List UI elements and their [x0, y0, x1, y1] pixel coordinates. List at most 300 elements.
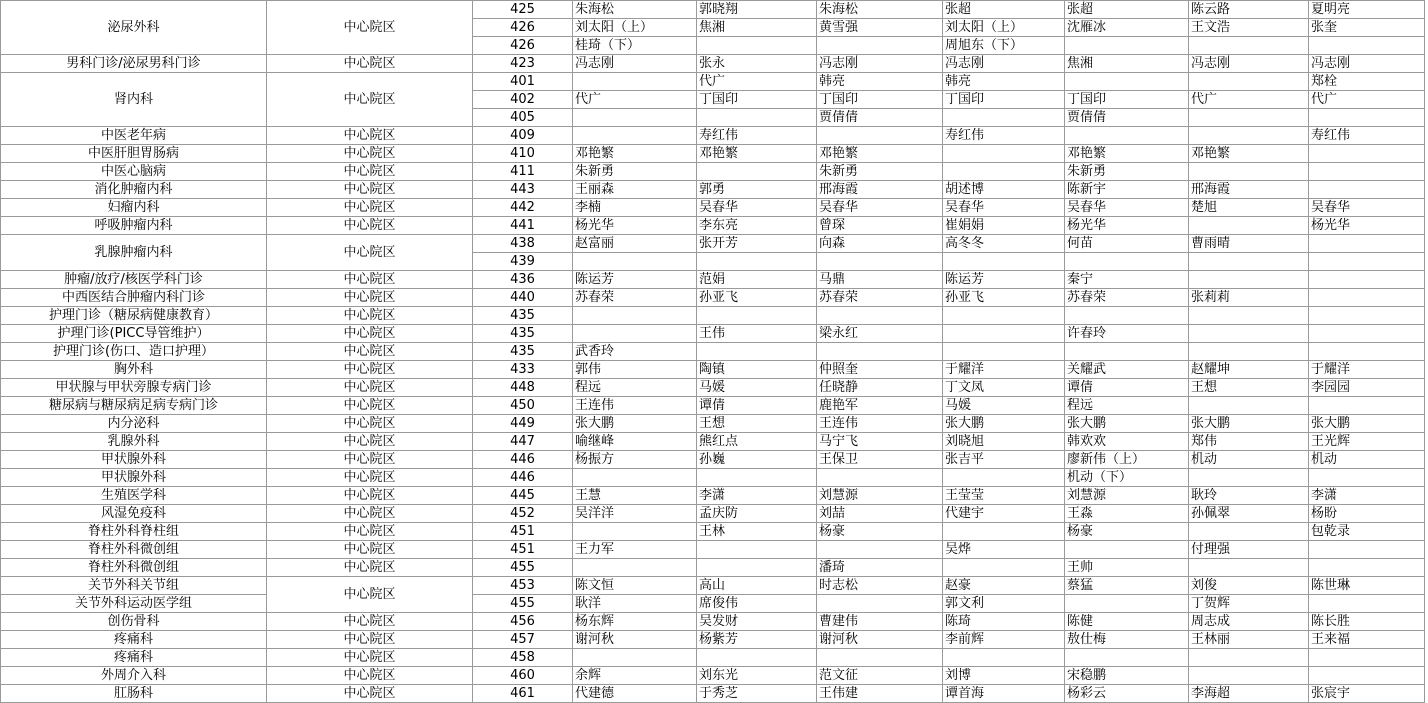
doctor-cell[interactable]: 梁永红 — [817, 325, 943, 343]
doctor-cell[interactable]: 李潇 — [1309, 487, 1425, 505]
doctor-cell[interactable]: 楚旭 — [1189, 199, 1309, 217]
room-number-cell[interactable]: 423 — [473, 55, 573, 73]
doctor-cell[interactable]: 杨紫芳 — [697, 631, 817, 649]
doctor-cell[interactable]: 刘博 — [943, 667, 1065, 685]
doctor-cell[interactable] — [1309, 667, 1425, 685]
department-cell[interactable]: 脊柱外科微创组 — [1, 541, 267, 559]
doctor-cell[interactable]: 陈云路 — [1189, 1, 1309, 19]
doctor-cell[interactable] — [573, 307, 697, 325]
doctor-cell[interactable] — [1065, 307, 1189, 325]
doctor-cell[interactable]: 刘太阳（上） — [943, 19, 1065, 37]
doctor-cell[interactable]: 秦宁 — [1065, 271, 1189, 289]
doctor-cell[interactable]: 周志成 — [1189, 613, 1309, 631]
doctor-cell[interactable]: 朱海松 — [573, 1, 697, 19]
doctor-cell[interactable]: 代广 — [1189, 91, 1309, 109]
doctor-cell[interactable] — [1309, 397, 1425, 415]
doctor-cell[interactable]: 机动（下） — [1065, 469, 1189, 487]
campus-cell[interactable]: 中心院区 — [267, 199, 473, 217]
doctor-cell[interactable]: 沈雁冰 — [1065, 19, 1189, 37]
doctor-cell[interactable] — [573, 469, 697, 487]
room-number-cell[interactable]: 441 — [473, 217, 573, 235]
doctor-cell[interactable]: 刘慧源 — [817, 487, 943, 505]
doctor-cell[interactable]: 韩欢欢 — [1065, 433, 1189, 451]
department-cell[interactable]: 消化肿瘤内科 — [1, 181, 267, 199]
doctor-cell[interactable] — [817, 37, 943, 55]
campus-cell[interactable]: 中心院区 — [267, 577, 473, 613]
doctor-cell[interactable]: 谢河秋 — [817, 631, 943, 649]
doctor-cell[interactable] — [817, 307, 943, 325]
doctor-cell[interactable]: 郑伟 — [1189, 433, 1309, 451]
doctor-cell[interactable] — [1309, 235, 1425, 253]
doctor-cell[interactable] — [1309, 343, 1425, 361]
doctor-cell[interactable] — [1309, 289, 1425, 307]
doctor-cell[interactable] — [1189, 307, 1309, 325]
doctor-cell[interactable]: 宋稳鹏 — [1065, 667, 1189, 685]
campus-cell[interactable]: 中心院区 — [267, 127, 473, 145]
doctor-cell[interactable] — [943, 163, 1065, 181]
campus-cell[interactable]: 中心院区 — [267, 235, 473, 271]
doctor-cell[interactable]: 代建德 — [573, 685, 697, 703]
doctor-cell[interactable]: 赵耀坤 — [1189, 361, 1309, 379]
doctor-cell[interactable] — [817, 343, 943, 361]
campus-cell[interactable]: 中心院区 — [267, 289, 473, 307]
doctor-cell[interactable]: 韩亮 — [943, 73, 1065, 91]
doctor-cell[interactable] — [1309, 181, 1425, 199]
doctor-cell[interactable]: 丁国印 — [817, 91, 943, 109]
doctor-cell[interactable]: 冯志刚 — [1309, 55, 1425, 73]
campus-cell[interactable]: 中心院区 — [267, 361, 473, 379]
department-cell[interactable]: 中医心脑病 — [1, 163, 267, 181]
doctor-cell[interactable]: 赵富丽 — [573, 235, 697, 253]
doctor-cell[interactable] — [817, 541, 943, 559]
doctor-cell[interactable]: 邢海霞 — [1189, 181, 1309, 199]
doctor-cell[interactable] — [697, 163, 817, 181]
department-cell[interactable]: 糖尿病与糖尿病足病专病门诊 — [1, 397, 267, 415]
doctor-cell[interactable] — [1189, 649, 1309, 667]
room-number-cell[interactable]: 461 — [473, 685, 573, 703]
doctor-cell[interactable]: 李潇 — [697, 487, 817, 505]
campus-cell[interactable]: 中心院区 — [267, 433, 473, 451]
doctor-cell[interactable] — [1189, 523, 1309, 541]
room-number-cell[interactable]: 439 — [473, 253, 573, 271]
department-cell[interactable]: 护理门诊(PICC导管维护） — [1, 325, 267, 343]
doctor-cell[interactable] — [1065, 73, 1189, 91]
doctor-cell[interactable]: 张大鹏 — [1309, 415, 1425, 433]
doctor-cell[interactable]: 杨豪 — [1065, 523, 1189, 541]
doctor-cell[interactable]: 谭倩 — [1065, 379, 1189, 397]
doctor-cell[interactable] — [943, 559, 1065, 577]
doctor-cell[interactable] — [943, 325, 1065, 343]
campus-cell[interactable]: 中心院区 — [267, 523, 473, 541]
doctor-cell[interactable]: 王来福 — [1309, 631, 1425, 649]
department-cell[interactable]: 甲状腺与甲状旁腺专病门诊 — [1, 379, 267, 397]
department-cell[interactable]: 关节外科运动医学组 — [1, 595, 267, 613]
room-number-cell[interactable]: 452 — [473, 505, 573, 523]
doctor-cell[interactable]: 邓艳繁 — [697, 145, 817, 163]
room-number-cell[interactable]: 451 — [473, 541, 573, 559]
doctor-cell[interactable] — [1189, 37, 1309, 55]
doctor-cell[interactable]: 吴烨 — [943, 541, 1065, 559]
campus-cell[interactable]: 中心院区 — [267, 397, 473, 415]
doctor-cell[interactable]: 郭伟 — [573, 361, 697, 379]
campus-cell[interactable]: 中心院区 — [267, 73, 473, 127]
doctor-cell[interactable]: 王林 — [697, 523, 817, 541]
campus-cell[interactable]: 中心院区 — [267, 487, 473, 505]
doctor-cell[interactable]: 喻继峰 — [573, 433, 697, 451]
doctor-cell[interactable]: 张大鹏 — [943, 415, 1065, 433]
doctor-cell[interactable]: 熊红点 — [697, 433, 817, 451]
doctor-cell[interactable] — [1189, 469, 1309, 487]
doctor-cell[interactable] — [1189, 667, 1309, 685]
doctor-cell[interactable] — [1065, 37, 1189, 55]
doctor-cell[interactable]: 丁国印 — [1065, 91, 1189, 109]
campus-cell[interactable]: 中心院区 — [267, 217, 473, 235]
doctor-cell[interactable]: 邓艳繁 — [1189, 145, 1309, 163]
doctor-cell[interactable]: 冯志刚 — [817, 55, 943, 73]
campus-cell[interactable]: 中心院区 — [267, 667, 473, 685]
doctor-cell[interactable]: 向森 — [817, 235, 943, 253]
doctor-cell[interactable]: 陈新宇 — [1065, 181, 1189, 199]
doctor-cell[interactable] — [697, 343, 817, 361]
doctor-cell[interactable]: 刘太阳（上） — [573, 19, 697, 37]
campus-cell[interactable]: 中心院区 — [267, 415, 473, 433]
doctor-cell[interactable]: 桂琦（下） — [573, 37, 697, 55]
doctor-cell[interactable] — [1065, 541, 1189, 559]
doctor-cell[interactable]: 郭文利 — [943, 595, 1065, 613]
campus-cell[interactable]: 中心院区 — [267, 271, 473, 289]
doctor-cell[interactable]: 曹建伟 — [817, 613, 943, 631]
doctor-cell[interactable] — [817, 649, 943, 667]
doctor-cell[interactable] — [1309, 37, 1425, 55]
campus-cell[interactable]: 中心院区 — [267, 541, 473, 559]
doctor-cell[interactable]: 于耀洋 — [1309, 361, 1425, 379]
doctor-cell[interactable]: 杨光华 — [1065, 217, 1189, 235]
room-number-cell[interactable]: 442 — [473, 199, 573, 217]
doctor-cell[interactable]: 高冬冬 — [943, 235, 1065, 253]
department-cell[interactable]: 甲状腺外科 — [1, 469, 267, 487]
room-number-cell[interactable]: 451 — [473, 523, 573, 541]
doctor-cell[interactable]: 丁贺辉 — [1189, 595, 1309, 613]
doctor-cell[interactable]: 蔡猛 — [1065, 577, 1189, 595]
doctor-cell[interactable]: 廖新伟（上） — [1065, 451, 1189, 469]
campus-cell[interactable]: 中心院区 — [267, 1, 473, 55]
doctor-cell[interactable] — [573, 559, 697, 577]
doctor-cell[interactable]: 杨豪 — [817, 523, 943, 541]
doctor-cell[interactable]: 代广 — [697, 73, 817, 91]
department-cell[interactable]: 肛肠科 — [1, 685, 267, 703]
doctor-cell[interactable]: 机动 — [1309, 451, 1425, 469]
room-number-cell[interactable]: 460 — [473, 667, 573, 685]
room-number-cell[interactable]: 402 — [473, 91, 573, 109]
campus-cell[interactable]: 中心院区 — [267, 181, 473, 199]
department-cell[interactable]: 妇瘤内科 — [1, 199, 267, 217]
doctor-cell[interactable]: 刘俊 — [1189, 577, 1309, 595]
room-number-cell[interactable]: 457 — [473, 631, 573, 649]
campus-cell[interactable]: 中心院区 — [267, 325, 473, 343]
doctor-cell[interactable]: 吴春华 — [1309, 199, 1425, 217]
doctor-cell[interactable]: 邓艳繁 — [1065, 145, 1189, 163]
department-cell[interactable]: 护理门诊(伤口、造口护理） — [1, 343, 267, 361]
room-number-cell[interactable]: 426 — [473, 37, 573, 55]
doctor-cell[interactable]: 胡述博 — [943, 181, 1065, 199]
doctor-cell[interactable]: 陈长胜 — [1309, 613, 1425, 631]
doctor-cell[interactable]: 王伟建 — [817, 685, 943, 703]
room-number-cell[interactable]: 409 — [473, 127, 573, 145]
doctor-cell[interactable]: 郭晓翔 — [697, 1, 817, 19]
doctor-cell[interactable]: 寿红伟 — [697, 127, 817, 145]
doctor-cell[interactable] — [1189, 559, 1309, 577]
doctor-cell[interactable]: 曹雨晴 — [1189, 235, 1309, 253]
doctor-cell[interactable] — [1309, 649, 1425, 667]
doctor-cell[interactable] — [1309, 595, 1425, 613]
department-cell[interactable]: 关节外科关节组 — [1, 577, 267, 595]
doctor-cell[interactable]: 张吉平 — [943, 451, 1065, 469]
doctor-cell[interactable] — [1189, 253, 1309, 271]
doctor-cell[interactable]: 杨彩云 — [1065, 685, 1189, 703]
department-cell[interactable]: 疼痛科 — [1, 649, 267, 667]
doctor-cell[interactable]: 代广 — [1309, 91, 1425, 109]
doctor-cell[interactable]: 杨盼 — [1309, 505, 1425, 523]
doctor-cell[interactable] — [943, 649, 1065, 667]
doctor-cell[interactable] — [697, 109, 817, 127]
doctor-cell[interactable]: 陈世琳 — [1309, 577, 1425, 595]
doctor-cell[interactable]: 余辉 — [573, 667, 697, 685]
doctor-cell[interactable]: 焦湘 — [1065, 55, 1189, 73]
room-number-cell[interactable]: 456 — [473, 613, 573, 631]
room-number-cell[interactable]: 458 — [473, 649, 573, 667]
doctor-cell[interactable]: 耿洋 — [573, 595, 697, 613]
doctor-cell[interactable]: 邓艳繁 — [817, 145, 943, 163]
room-number-cell[interactable]: 438 — [473, 235, 573, 253]
doctor-cell[interactable] — [573, 73, 697, 91]
department-cell[interactable]: 风湿免疫科 — [1, 505, 267, 523]
doctor-cell[interactable] — [1309, 163, 1425, 181]
doctor-cell[interactable]: 马媛 — [943, 397, 1065, 415]
department-cell[interactable]: 胸外科 — [1, 361, 267, 379]
doctor-cell[interactable] — [817, 595, 943, 613]
doctor-cell[interactable] — [697, 253, 817, 271]
doctor-cell[interactable]: 张超 — [943, 1, 1065, 19]
room-number-cell[interactable]: 433 — [473, 361, 573, 379]
doctor-cell[interactable]: 赵豪 — [943, 577, 1065, 595]
doctor-cell[interactable] — [1309, 145, 1425, 163]
doctor-cell[interactable]: 代建宇 — [943, 505, 1065, 523]
doctor-cell[interactable] — [817, 253, 943, 271]
doctor-cell[interactable]: 李前辉 — [943, 631, 1065, 649]
doctor-cell[interactable]: 谭倩 — [697, 397, 817, 415]
doctor-cell[interactable] — [1189, 325, 1309, 343]
doctor-cell[interactable]: 吴春华 — [697, 199, 817, 217]
campus-cell[interactable]: 中心院区 — [267, 631, 473, 649]
campus-cell[interactable]: 中心院区 — [267, 343, 473, 361]
doctor-cell[interactable] — [573, 649, 697, 667]
room-number-cell[interactable]: 446 — [473, 451, 573, 469]
doctor-cell[interactable]: 耿玲 — [1189, 487, 1309, 505]
doctor-cell[interactable]: 陈琦 — [943, 613, 1065, 631]
doctor-cell[interactable]: 杨东辉 — [573, 613, 697, 631]
doctor-cell[interactable]: 苏春荣 — [573, 289, 697, 307]
department-cell[interactable]: 脊柱外科脊柱组 — [1, 523, 267, 541]
doctor-cell[interactable] — [1189, 271, 1309, 289]
room-number-cell[interactable]: 425 — [473, 1, 573, 19]
doctor-cell[interactable] — [1189, 343, 1309, 361]
doctor-cell[interactable]: 王淼 — [1065, 505, 1189, 523]
doctor-cell[interactable]: 程远 — [1065, 397, 1189, 415]
doctor-cell[interactable]: 刘慧源 — [1065, 487, 1189, 505]
doctor-cell[interactable] — [1309, 109, 1425, 127]
doctor-cell[interactable]: 王想 — [697, 415, 817, 433]
doctor-cell[interactable]: 苏春荣 — [817, 289, 943, 307]
doctor-cell[interactable]: 朱新勇 — [817, 163, 943, 181]
department-cell[interactable]: 泌尿外科 — [1, 1, 267, 55]
doctor-cell[interactable] — [943, 469, 1065, 487]
doctor-cell[interactable]: 付理强 — [1189, 541, 1309, 559]
doctor-cell[interactable] — [943, 253, 1065, 271]
doctor-cell[interactable]: 张莉莉 — [1189, 289, 1309, 307]
room-number-cell[interactable]: 436 — [473, 271, 573, 289]
doctor-cell[interactable]: 周旭东（下） — [943, 37, 1065, 55]
doctor-cell[interactable]: 朱海松 — [817, 1, 943, 19]
doctor-cell[interactable]: 仲照奎 — [817, 361, 943, 379]
doctor-cell[interactable]: 张永 — [697, 55, 817, 73]
doctor-cell[interactable]: 王想 — [1189, 379, 1309, 397]
doctor-cell[interactable]: 张宸宇 — [1309, 685, 1425, 703]
campus-cell[interactable]: 中心院区 — [267, 613, 473, 631]
doctor-cell[interactable] — [1309, 253, 1425, 271]
doctor-cell[interactable]: 于秀芝 — [697, 685, 817, 703]
doctor-cell[interactable]: 谢河秋 — [573, 631, 697, 649]
department-cell[interactable]: 中医老年病 — [1, 127, 267, 145]
doctor-cell[interactable]: 韩亮 — [817, 73, 943, 91]
doctor-cell[interactable]: 丁国印 — [697, 91, 817, 109]
doctor-cell[interactable]: 刘东光 — [697, 667, 817, 685]
doctor-cell[interactable] — [943, 145, 1065, 163]
doctor-cell[interactable] — [1189, 127, 1309, 145]
doctor-cell[interactable]: 许春玲 — [1065, 325, 1189, 343]
doctor-cell[interactable]: 张超 — [1065, 1, 1189, 19]
doctor-cell[interactable]: 寿红伟 — [943, 127, 1065, 145]
doctor-cell[interactable] — [943, 343, 1065, 361]
room-number-cell[interactable]: 401 — [473, 73, 573, 91]
doctor-cell[interactable]: 寿红伟 — [1309, 127, 1425, 145]
room-number-cell[interactable]: 455 — [473, 559, 573, 577]
doctor-cell[interactable]: 刘喆 — [817, 505, 943, 523]
doctor-cell[interactable]: 张开芳 — [697, 235, 817, 253]
doctor-cell[interactable] — [1189, 397, 1309, 415]
campus-cell[interactable]: 中心院区 — [267, 469, 473, 487]
doctor-cell[interactable]: 张大鹏 — [1189, 415, 1309, 433]
doctor-cell[interactable]: 李楠 — [573, 199, 697, 217]
doctor-cell[interactable]: 王保卫 — [817, 451, 943, 469]
campus-cell[interactable]: 中心院区 — [267, 505, 473, 523]
doctor-cell[interactable]: 张大鹏 — [1065, 415, 1189, 433]
doctor-cell[interactable]: 关耀武 — [1065, 361, 1189, 379]
doctor-cell[interactable] — [943, 109, 1065, 127]
doctor-cell[interactable]: 王伟 — [697, 325, 817, 343]
doctor-cell[interactable]: 鹿艳军 — [817, 397, 943, 415]
doctor-cell[interactable] — [697, 559, 817, 577]
doctor-cell[interactable]: 杨光华 — [1309, 217, 1425, 235]
room-number-cell[interactable]: 448 — [473, 379, 573, 397]
doctor-cell[interactable] — [1189, 217, 1309, 235]
doctor-cell[interactable]: 陈运芳 — [573, 271, 697, 289]
doctor-cell[interactable]: 朱新勇 — [573, 163, 697, 181]
doctor-cell[interactable]: 夏明亮 — [1309, 1, 1425, 19]
doctor-cell[interactable] — [697, 649, 817, 667]
doctor-cell[interactable]: 何苗 — [1065, 235, 1189, 253]
doctor-cell[interactable] — [1189, 163, 1309, 181]
department-cell[interactable]: 中西医结合肿瘤内科门诊 — [1, 289, 267, 307]
doctor-cell[interactable]: 王丽森 — [573, 181, 697, 199]
room-number-cell[interactable]: 449 — [473, 415, 573, 433]
department-cell[interactable]: 脊柱外科微创组 — [1, 559, 267, 577]
doctor-cell[interactable]: 吴洋洋 — [573, 505, 697, 523]
doctor-cell[interactable]: 冯志刚 — [943, 55, 1065, 73]
doctor-cell[interactable]: 范文征 — [817, 667, 943, 685]
doctor-cell[interactable]: 曾琛 — [817, 217, 943, 235]
doctor-cell[interactable]: 丁文凤 — [943, 379, 1065, 397]
doctor-cell[interactable] — [817, 469, 943, 487]
campus-cell[interactable]: 中心院区 — [267, 559, 473, 577]
doctor-cell[interactable] — [1189, 109, 1309, 127]
room-number-cell[interactable]: 426 — [473, 19, 573, 37]
doctor-cell[interactable] — [1189, 73, 1309, 91]
doctor-cell[interactable]: 王连伟 — [817, 415, 943, 433]
campus-cell[interactable]: 中心院区 — [267, 163, 473, 181]
doctor-cell[interactable]: 陈运芳 — [943, 271, 1065, 289]
doctor-cell[interactable]: 马鼎 — [817, 271, 943, 289]
doctor-cell[interactable]: 丁国印 — [943, 91, 1065, 109]
campus-cell[interactable]: 中心院区 — [267, 55, 473, 73]
department-cell[interactable]: 肿瘤/放疗/核医学科门诊 — [1, 271, 267, 289]
doctor-cell[interactable] — [697, 37, 817, 55]
doctor-cell[interactable]: 王莹莹 — [943, 487, 1065, 505]
doctor-cell[interactable]: 朱新勇 — [1065, 163, 1189, 181]
room-number-cell[interactable]: 405 — [473, 109, 573, 127]
doctor-cell[interactable]: 吴发财 — [697, 613, 817, 631]
doctor-cell[interactable]: 吴春华 — [817, 199, 943, 217]
doctor-cell[interactable]: 邓艳繁 — [573, 145, 697, 163]
doctor-cell[interactable]: 冯志刚 — [1189, 55, 1309, 73]
doctor-cell[interactable]: 冯志刚 — [573, 55, 697, 73]
department-cell[interactable]: 护理门诊（糖尿病健康教育） — [1, 307, 267, 325]
doctor-cell[interactable] — [1065, 343, 1189, 361]
department-cell[interactable]: 呼吸肿瘤内科 — [1, 217, 267, 235]
doctor-cell[interactable]: 时志松 — [817, 577, 943, 595]
department-cell[interactable]: 乳腺肿瘤内科 — [1, 235, 267, 271]
room-number-cell[interactable]: 435 — [473, 325, 573, 343]
doctor-cell[interactable] — [1065, 649, 1189, 667]
doctor-cell[interactable]: 孙佩翠 — [1189, 505, 1309, 523]
room-number-cell[interactable]: 435 — [473, 307, 573, 325]
doctor-cell[interactable] — [817, 127, 943, 145]
doctor-cell[interactable]: 王慧 — [573, 487, 697, 505]
doctor-cell[interactable]: 席俊伟 — [697, 595, 817, 613]
doctor-cell[interactable] — [1309, 541, 1425, 559]
doctor-cell[interactable]: 范娟 — [697, 271, 817, 289]
doctor-cell[interactable]: 焦湘 — [697, 19, 817, 37]
department-cell[interactable]: 疼痛科 — [1, 631, 267, 649]
doctor-cell[interactable]: 郭勇 — [697, 181, 817, 199]
doctor-cell[interactable]: 王林丽 — [1189, 631, 1309, 649]
doctor-cell[interactable]: 郑栓 — [1309, 73, 1425, 91]
doctor-cell[interactable]: 王光辉 — [1309, 433, 1425, 451]
doctor-cell[interactable]: 王帅 — [1065, 559, 1189, 577]
doctor-cell[interactable] — [943, 523, 1065, 541]
doctor-cell[interactable]: 陶镇 — [697, 361, 817, 379]
department-cell[interactable]: 创伤骨科 — [1, 613, 267, 631]
campus-cell[interactable]: 中心院区 — [267, 649, 473, 667]
